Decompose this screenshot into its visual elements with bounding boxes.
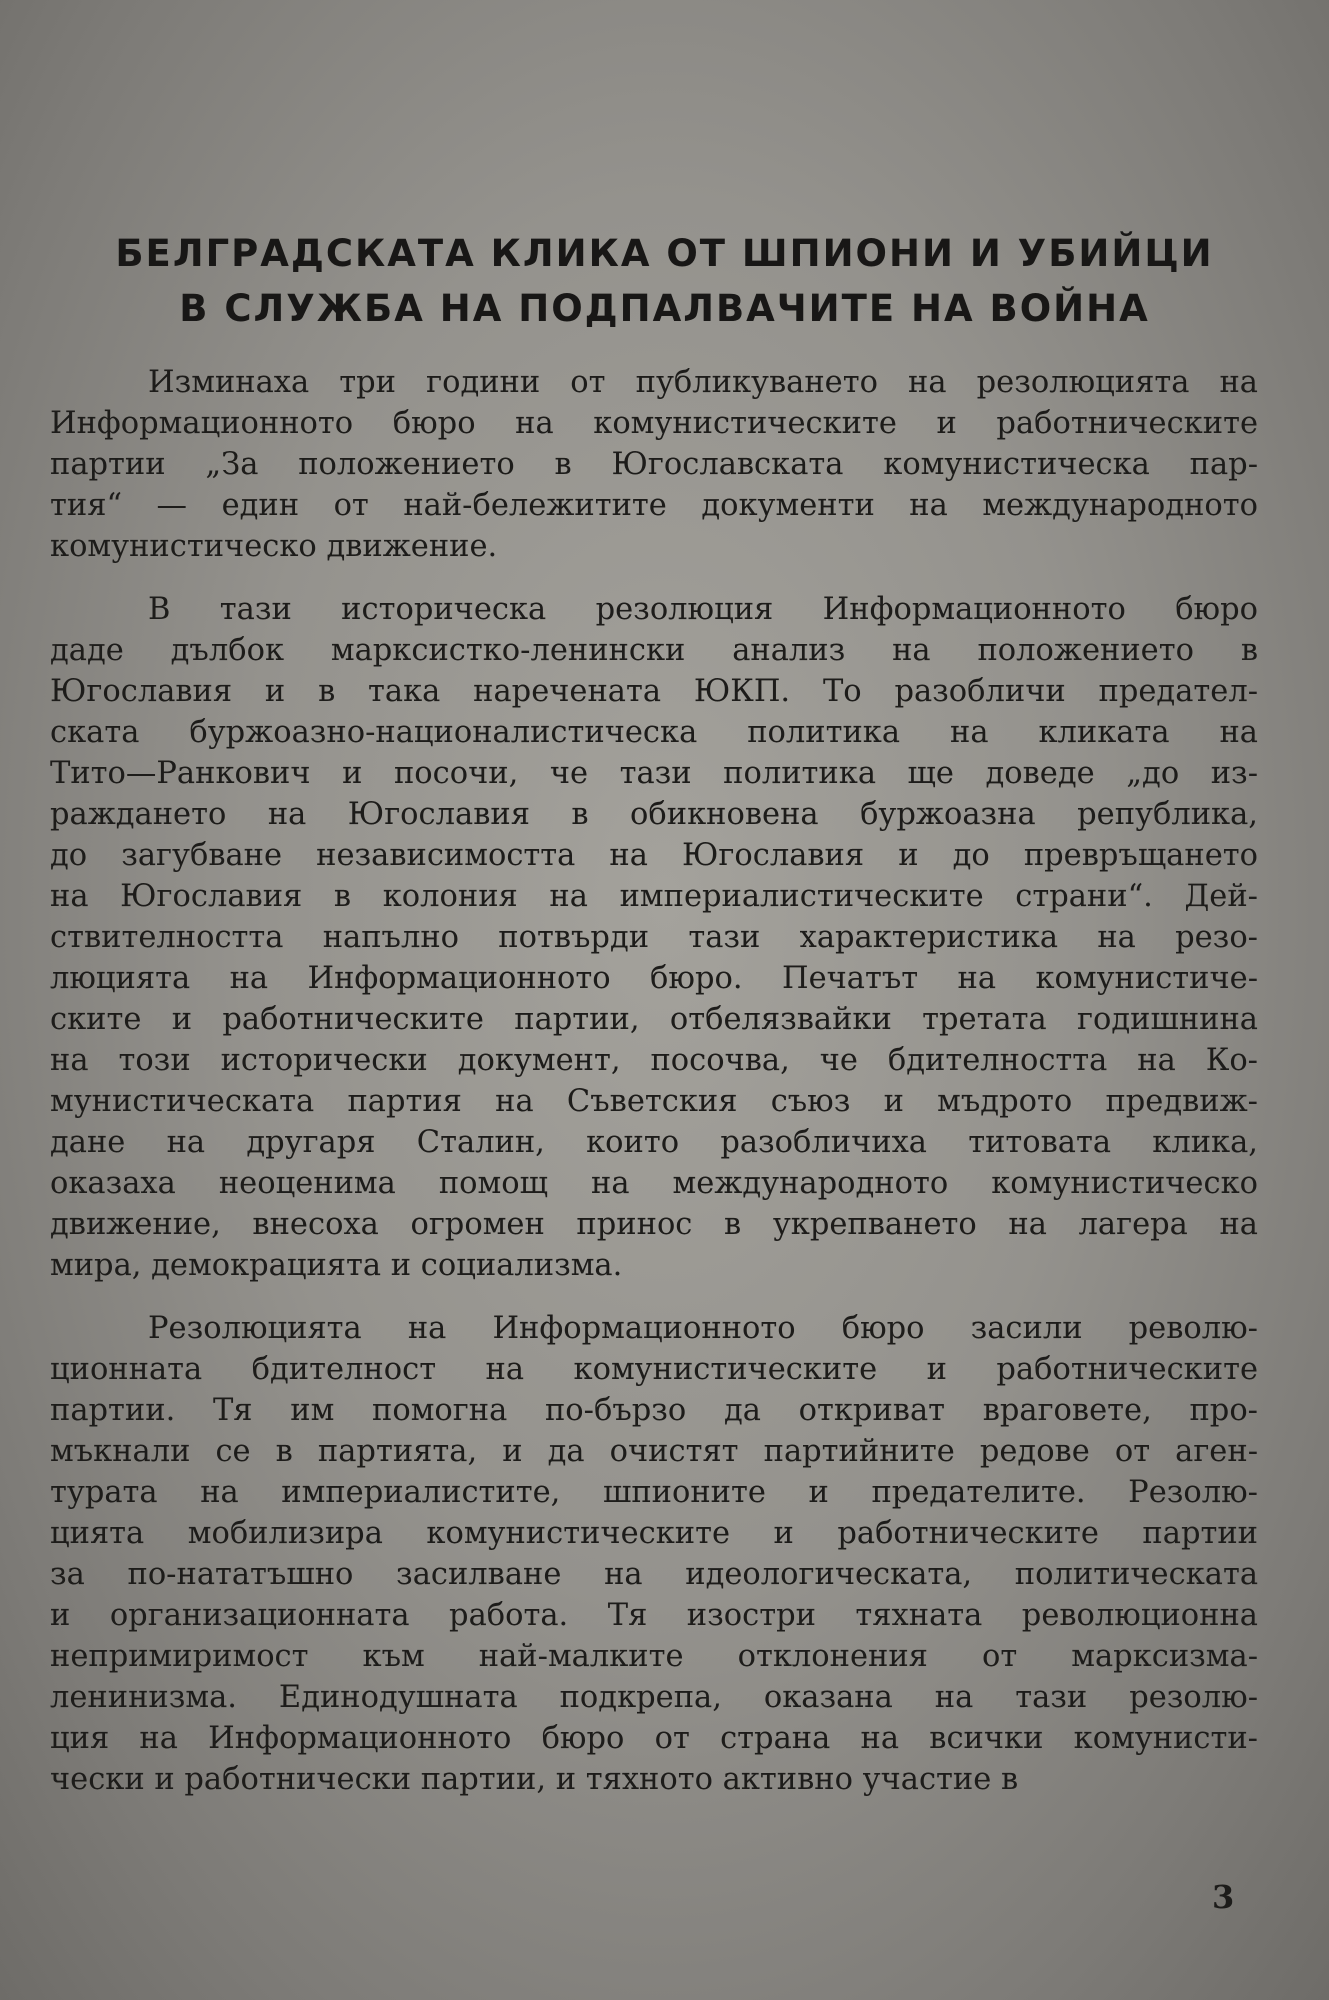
chapter-title-line-1: БЕЛГРАДСКАТА КЛИКА ОТ ШПИОНИ И УБИЙЦИ [115, 232, 1214, 275]
paragraph [50, 362, 1258, 567]
text-line: оказаха неоценима помощ на международното комунистическо [50, 1166, 1258, 1201]
text-line: движение, внесоха огромен принос в укрепването на лагера на [50, 1207, 1258, 1242]
text-line: люцията на Информационното бюро. Печатът на комунистиче- [50, 961, 1258, 996]
text-line: Югославия и в така наречената ЮКП. То разобличи предател- [50, 674, 1258, 709]
text-line: раждането на Югославия в обикновена буржоазна република, [50, 797, 1258, 832]
body-text [50, 362, 1258, 1800]
text-line: ските и работническите партии, отбелязвайки третата годишнина [50, 1002, 1258, 1037]
text-line: ция на Информационното бюро от страна на всички комунисти- [50, 1721, 1258, 1756]
text-line: цията мобилизира комунистическите и работническите партии [50, 1516, 1258, 1551]
text-line: мунистическата партия на Съветския съюз и мъдрото предвиж- [50, 1084, 1258, 1119]
text-line: мира, демокрацията и социализма. [50, 1248, 623, 1283]
text-line: за по-нататъшно засилване на идеологическата, политическата [50, 1557, 1258, 1592]
text-line: до загубване независимостта на Югославия и до превръщането [50, 838, 1258, 873]
text-line: чески и работнически партии, и тяхното активно участие в [50, 1762, 1019, 1797]
paragraph [50, 589, 1258, 1286]
text-line: даде дълбок марксистко-ленински анализ на положението в [50, 633, 1258, 668]
text-line: ската буржоазно-националистическа политика на кликата на [50, 715, 1258, 750]
paragraph [50, 1308, 1258, 1800]
text-line: партии. Тя им помогна по-бързо да откриват враговете, про- [50, 1393, 1258, 1428]
text-line: Тито—Ранкович и посочи, че тази политика ще доведе „до из- [50, 756, 1258, 791]
text-line: турата на империалистите, шпионите и предателите. Резолю- [50, 1475, 1258, 1510]
text-line: В тази историческа резолюция Информационното бюро [148, 592, 1258, 627]
chapter-title-line-2: В СЛУЖБА НА ПОДПАЛВАЧИТЕ НА ВОЙНА [179, 287, 1150, 330]
text-line: Информационното бюро на комунистическите и работническите [50, 406, 1258, 441]
text-line: Изминаха три години от публикуването на резолюцията на [148, 365, 1258, 400]
text-line: мъкнали се в партията, и да очистят партийните редове от аген- [50, 1434, 1258, 1469]
text-line: Резолюцията на Информационното бюро засили револю- [148, 1311, 1258, 1346]
text-line: ствителността напълно потвърди тази характеристика на резо- [50, 920, 1258, 955]
page-number: 3 [1212, 1878, 1235, 1916]
text-line: ленинизма. Единодушната подкрепа, оказана на тази резолю- [50, 1680, 1258, 1715]
text-line: и организационната работа. Тя изостри тяхната революционна [50, 1598, 1258, 1633]
text-line: ционната бдителност на комунистическите и работническите [50, 1352, 1258, 1387]
text-line: на този исторически документ, посочва, че бдителността на Ко- [50, 1043, 1258, 1078]
text-line: дане на другаря Сталин, които разобличиха титовата клика, [50, 1125, 1258, 1160]
text-line: на Югославия в колония на империалистическите страни“. Дей- [50, 879, 1258, 914]
text-line: партии „За положението в Югославската комунистическа пар- [50, 447, 1258, 482]
text-line: комунистическо движение. [50, 529, 498, 564]
text-line: непримиримост към най-малките отклонения от марксизма- [50, 1639, 1258, 1674]
text-line: тия“ — един от най-бележитите документи на международното [50, 488, 1258, 523]
